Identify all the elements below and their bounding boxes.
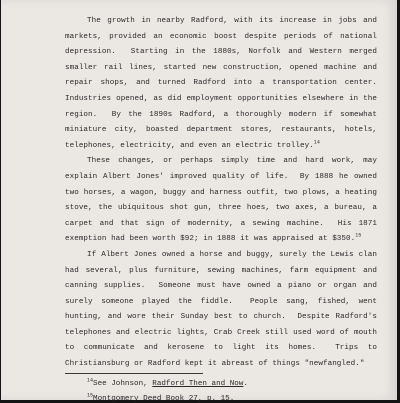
footnote-prefix: See Johnson, — [93, 380, 153, 388]
text-line: If Albert Jones owned a horse and buggy, surely the Lewis clan — [87, 250, 377, 259]
footnote-suffix: . — [243, 380, 248, 388]
text-line: canning supplies. Someone must have owned a piano or organ and — [65, 282, 377, 291]
text-line: telephones and electric lights, Crab Creek still used word of mouth — [65, 328, 377, 337]
footnote-ref: 14 — [313, 139, 320, 146]
text-line: carpet and that sign of modernity, a sewing machine. His 1871 — [65, 219, 377, 228]
text-line: had several, plus furniture, sewing machines, farm equipment and — [65, 266, 377, 275]
text-line: region. By the 1890s Radford, a thoroughly modern if somewhat — [65, 110, 377, 119]
text-line: smaller rail lines, started new construction, opened machine and — [65, 63, 377, 72]
footnote-14 — [87, 377, 248, 388]
text-line: The growth in nearby Radford, with its increase in jobs and — [87, 17, 377, 25]
footnote-number: 14 — [87, 377, 94, 384]
text-line: Christiansburg or Radford kept it abreast of things "newfangled." — [65, 360, 365, 369]
text-line: two horses, a wagon, buggy and harness outfit, two plows, a heating — [65, 188, 377, 197]
text-line: hunting, and wore their Sunday best to church. Despite Radford's — [65, 313, 377, 322]
body-text — [1, 14, 397, 373]
text-line: Industries opened, as did employment opportunities elsewhere in the — [65, 94, 377, 103]
text-line: telephones, electricity, and even an electric trolley.$^{14}$ — [65, 139, 320, 150]
text-line: surely someone played the fiddle. People sang, fished, went — [65, 297, 377, 306]
text-line: repair shops, and turned Radford into a transportation center. — [65, 79, 377, 88]
text-line: miniature city, boasted department stores, restaurants, hotels, — [65, 126, 377, 135]
document-page — [1, 0, 397, 403]
text-line: depression. Starting in the 1880s, Norfolk and Western merged — [65, 48, 377, 57]
text-line: These changes, or perhaps simply time and hard work, may — [87, 157, 377, 166]
footnote-text: Montgomery Deed Book 27, p. 15. — [93, 395, 235, 403]
text-line: to communicate and kerosene to light its homes. Trips to — [65, 344, 377, 353]
text-line: exemption had been worth $92; in 1888 it was appraised at $350.15 — [65, 232, 362, 244]
text-line: explain Albert Jones' improved quality of life. By 1888 he owned — [65, 172, 377, 181]
text-line: markets, provided an economic boost despite periods of national — [65, 32, 377, 41]
footnote-divider — [65, 373, 203, 374]
footnote-ref: 15 — [355, 232, 362, 239]
footnote-15 — [87, 392, 235, 403]
footnote-title: Radford Then and Now — [152, 380, 244, 388]
footnote-number: 15 — [87, 392, 94, 399]
text-line: stove, the ubiquitous shot gun, three hoes, two axes, a bureau, a — [65, 204, 377, 213]
